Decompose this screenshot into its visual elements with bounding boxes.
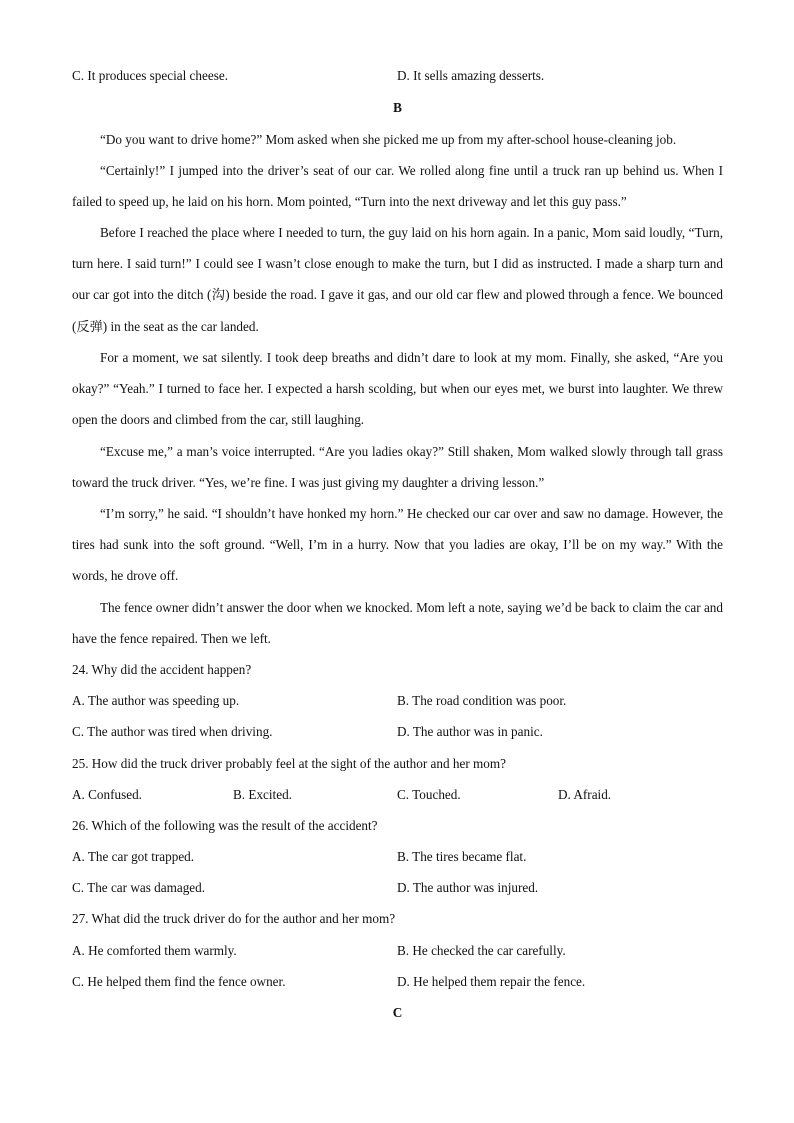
question-25-option-a: A. Confused. [72, 787, 142, 802]
question-24-option-a: A. The author was speeding up. [72, 693, 240, 708]
question-27-stem: 27. What did the truck driver do for the author and her mom? [72, 911, 396, 926]
question-27-option-b: B. He checked the car carefully. [397, 943, 566, 958]
option-d: D. It sells amazing desserts. [397, 68, 545, 83]
section-heading-c: C [392, 1005, 403, 1020]
question-26-option-a: A. The car got trapped. [72, 849, 195, 864]
passage-paragraph-7: The fence owner didn’t answer the door when we knocked. Mom left a note, saying we’d be back to claim the car and have the fence repaired. Then we left. [72, 600, 723, 647]
question-24-option-b: B. The road condition was poor. [397, 693, 567, 708]
question-26-option-d: D. The author was injured. [397, 880, 539, 895]
passage-paragraph-1: “Do you want to drive home?” Mom asked when she picked me up from my after-school house-cleaning job. [100, 132, 677, 147]
question-27-option-d: D. He helped them repair the fence. [397, 974, 586, 989]
question-25-stem: 25. How did the truck driver probably feel at the sight of the author and her mom? [72, 756, 506, 771]
question-26-option-b: B. The tires became flat. [397, 849, 527, 864]
question-25-option-d: D. Afraid. [558, 787, 612, 802]
question-25-option-c: C. Touched. [397, 787, 461, 802]
question-24-option-d: D. The author was in panic. [397, 724, 543, 739]
question-27-option-a: A. He comforted them warmly. [72, 943, 237, 958]
question-25-option-b: B. Excited. [233, 787, 292, 802]
passage-paragraph-4: For a moment, we sat silently. I took deep breaths and didn’t dare to look at my mom. Finally, she asked, “Are you okay?” “Yeah.” I turned to face her. I expected a harsh scolding, but when our eyes met, we burst into laughter. We threw open the doors and climbed from the car, still laughing. [72, 350, 723, 428]
question-24-option-c: C. The author was tired when driving. [72, 724, 273, 739]
passage-paragraph-2: “Certainly!” I jumped into the driver’s seat of our car. We rolled along fine until a truck ran up behind us. When I failed to speed up, he laid on his horn. Mom pointed, “Turn into the next driveway and let this guy pass.” [72, 163, 723, 210]
question-27-option-c: C. He helped them find the fence owner. [72, 974, 286, 989]
question-26-stem: 26. Which of the following was the result of the accident? [72, 818, 378, 833]
passage-paragraph-6: “I’m sorry,” he said. “I shouldn’t have honked my horn.” He checked our car over and saw no damage. However, the tires had sunk into the soft ground. “Well, I’m in a hurry. Now that you ladies are okay, I’ll be on my way.” With the words, he drove off. [72, 506, 723, 584]
option-c: C. It produces special cheese. [72, 68, 228, 83]
question-26-option-c: C. The car was damaged. [72, 880, 206, 895]
section-heading-b: B [393, 100, 402, 115]
passage-paragraph-5: “Excuse me,” a man’s voice interrupted. “Are you ladies okay?” Still shaken, Mom walked slowly through tall grass toward the truck driver. “Yes, we’re fine. I was just giving my daughter a driving lesson.” [72, 444, 723, 491]
passage-paragraph-3: Before I reached the place where I needed to turn, the guy laid on his horn again. In a panic, Mom said loudly, “Turn, turn here. I said turn!” I could see I wasn’t close enough to make the turn, but I did as instructed. I made a sharp turn and our car got into the ditch (沟) beside the road. I gave it gas, and our old car flew and plowed through a fence. We bounced (反弹) in the seat as the car landed. [72, 225, 723, 334]
question-24-stem: 24. Why did the accident happen? [72, 662, 252, 677]
